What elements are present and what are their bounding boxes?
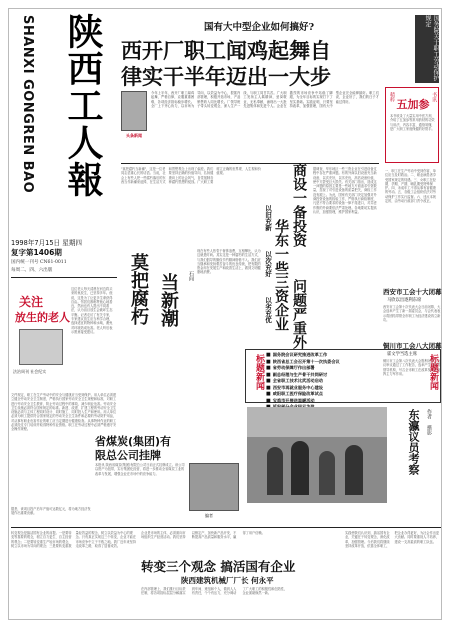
summary-item-2[interactable]: ■ 陕西省总工会召开第十一次执委会议 [266,359,410,366]
bottom-right-text: 实践使我们认识到，搞活国有企业，关键在于转变观念，深化改革，加强管理。今后我们将继续坚持改革开放，依靠全体职工，把企业办得更好，为社会作出更大贡献。同时要重视人才培养，建设一支高素质的职工队伍。 [345,531,440,548]
summary-item-8[interactable]: ■ 宝鸡市开展送温暖活动 [266,398,410,405]
masthead-date: 1998年7月15日 星期四 [11,239,83,247]
policy-body: 据调查，华东地区一些三资企业在引进设备过程中存在严重问题。有的外商以旧设备充当新设备，以次充好，以劣充优，高估设备价值，使中方蒙受巨大损失。有关部门指出，造成这一问题的原因主要是一些地方片面追求引资数量，忽视了对引进设备的质量把关，商检工作没有跟上。为此，国家有关部门决定加强对外商投资设备的检验工作，严格执行商检制度，凡是不符合要求的设备一律不得进口，对弄虚作假的外商要依法严肃处理。各地要切实提高认识，加强管理，维护国家利益。 [313,167,377,214]
summary-item-6[interactable]: ■ 西安市再就业服务中心建设 [266,385,410,392]
left-feature-caption: 法治周刊 社会纪实 [13,369,47,374]
center-headline-2: 莫把腐朽 [128,253,149,325]
right-news-1-body: 西安市工会第十次代表大会日前闭幕，大会选举产生了新一届委员会，与会代表表示将团结带领全市职工为经济建设再立新功。 [383,305,441,322]
bottom-left-text: 转变观念是搞活国有企业的前提。一是要转变等靠要的观念，树立自力更生、自主经营的观念；二是要转变重生产轻市场的观念，树立以市场为导向的观念；三是要转变重数量轻效益的观念，树立以效益为中心的观念。只有真正实现这三个转变，企业才能在市场竞争中立于不败之地。我厂近年来坚持走改革之路，取得了显著成效。 [11,531,137,548]
right-panel [383,11,441,279]
masthead-issue: 复字第1406期 [11,248,62,257]
bottom-center-text-2: 在内部管理上，我们推行目标责任制，将各项指标层层分解落实到车间、班组和个人，做到人人有责任，个个有压力，充分调动了广大职工的积极性和创造性，企业面貌焕然一新。 [141,587,288,596]
company-headline-1: 省煤炭(集团)有 [95,435,172,448]
company-photo [189,463,239,511]
policy-deck-2: 以次充好 [264,251,272,277]
policy-deck-1: 以旧充新 [264,205,272,231]
right-panel-text-1: 一、职工在生产劳动中受到伤害，单位应当及时救治。二、职业病患者享受国家规定的待遇。三、女职工在经期、孕期、产期、哺乳期受特殊保护。四、未成年工不得从事有害健康的劳动。五、各级工会组织依法对劳动保护工作实行监督。六、违反本规定的，由劳动行政部门责令改正。 [385,169,436,204]
policy-col-3: 问题严重外 [291,279,307,349]
lead-rule [121,163,379,164]
bottom-byline: 陕西建筑机械厂厂长 何永平 [181,576,274,585]
masthead-edition: 每周二、四、六出版 [11,268,53,273]
summary-right-label: 标题新闻 [428,354,438,390]
company-tag: 编者 [205,513,213,518]
masthead-rule [11,277,117,278]
policy-deck-3: 以劣充优 [264,297,272,323]
bottom-center-text: 企业是市场的主体，必须面向市场组织生产经营活动。我们坚持以销定产，加快新产品开发，不断提高产品质量和服务水平，赢得了用户信赖。 [141,531,265,540]
right-news-2-body: 铜川市工会第八次代表大会胜利闭幕，会议审议通过了工作报告，选举产生了新的领导机构，号召全市职工在改革发展中发挥主力军作用。 [383,359,441,376]
news-photo [247,407,387,503]
box-title: 五加参 [396,98,430,111]
photo-figure-3 [319,451,335,495]
lead-body: 今年上半年，西开厂职工闻鸡起舞，严格自律，克服重重困难，各项经济指标稳步增长。全厂上下齐心协力，以市场为导向，以效益为中心，狠抓内部管理，积极开拓市场，产品销售收入同比增长。厂领导班子带头转变观念，深入生产一线，与职工同甘共苦。广大职工发扬主人翁精神，爱岗敬业，无私奉献，涌现出一大批先进集体和先进个人。企业在激烈的市场竞争中站稳了脚跟，为全年目标的实现打下了坚实基础。实践证明，只要坚持改革，加强管理，国有大中型企业完全能够搞好。职工们说，企业好了，我们的日子才能过得好。 [151,91,379,108]
company-body: 本报讯 陕西省煤炭(集团)有限总公司日前正式挂牌成立。该公司以资产为纽带，实行集团化经营，将进一步推动全省煤炭工业的改革与发展，增强企业在市场中的竞争能力。 [95,463,185,476]
policy-col-2: 华东一些三资企业 [273,219,289,331]
center-top-text: "莫把腐朽当新潮"，这是一位老同志语重心长的话语。当前，社会上有些人把一些腐朽落后的东西当作新潮来追捧，在生活方式和思想观念上出现了偏差。我们要坚持正确的价值导向，弘扬健康向上的社会风气，自觉抵制各种腐朽思想的侵蚀。广大职工要树立正确的世界观、人生观和价值观。 [121,167,261,184]
summary-item-7[interactable]: ■ 咸阳职工医疗保险改革试点 [266,391,410,398]
center-headline-1: 当新潮 [158,273,179,327]
company-headline-2: 限总公司挂牌 [95,449,161,462]
summary-item-5[interactable]: ■ 全省职工技术比武活动启动 [266,378,410,385]
mid-left-text: 据悉，该项目投产后年产值可达数亿元，将为地方经济发展作出重要贡献。 [11,507,91,516]
photo-figure-2 [291,441,309,495]
right-news-1-title: 西安市工会十大闭幕 [383,288,442,296]
lead-headline-2: 律实干半年迈出一大步 [121,65,331,89]
box-side-right: 书讯 [431,92,437,102]
photo-figure-4 [345,445,363,495]
summary-box [245,349,441,403]
summary-item-3[interactable]: ■ 省劳动保障厅作出部署 [266,365,410,372]
bottom-rule [11,527,441,528]
masthead-code: 国内统一刊号 CN61-0011 [11,260,67,265]
left-feature-text: 这位老人每天清晨在河边将买来的鱼放生，已坚持多年。他说，这是为了让更多生命获得自由。邻居们都称赞他心地善良，然而也有人提出不同看法，认为盲目放生会破坏生态平衡。记者走访了有关专家，专家建议放生应当科学合理，选择适宜的物种和水域，避免对环境造成危害。老人听后表示愿意接受建议。 [71,287,113,334]
left-column-text: 文件规定，职工在生产劳动中的安全与健康应当受到保护。用人单位必须建立健全劳动安全卫生制度，严格执行国家劳动安全卫生规程和标准，对职工进行劳动安全卫生教育，防止劳动过程中的事故，减少职业危害。劳动安全卫生设施必须符合国家规定的标准。新建、改建、扩建工程的劳动安全卫生设施必须与主体工程同时设计、同时施工、同时投入生产和使用。用人单位必须为职工提供符合国家规定的劳动安全卫生条件和必要的劳动防护用品，对从事有职业危害作业的职工应当定期进行健康检查。从事特种作业的职工必须经过专门培训并取得特种作业资格。职工在劳动过程中必须严格遵守安全操作规程。 [11,393,117,432]
right-news-2-title: 铜川市工会八大闭幕 [383,342,442,350]
photo-caption-sub: 作者 摄影 [426,409,432,435]
photo-caption-title: 东瀛议员考察 [407,409,420,475]
left-feature-photo [19,329,63,365]
photo-figure-1 [267,447,283,495]
center-headline-sub: 石间 [188,271,194,281]
left-feature [11,281,117,389]
summary-item-1[interactable]: ■ 国务院会议研究推进改革工作 [266,352,410,359]
lead-photo [121,91,147,131]
right-panel-top-label: 国务院关于职工劳动保护规定 [415,15,439,83]
masthead-pinyin: SHANXI GONGREN BAO [20,15,35,194]
left-feature-title-2: 放生的老人 [15,311,70,324]
right-panel-box [385,87,439,163]
right-news-1-sub: 马欣以出逐利东席 [387,298,422,303]
summary-left-label: 标题新闻 [254,354,264,390]
photo-sky [247,407,387,437]
box-text: 本书收录了大量实用中医方剂，介绍了五加参等常用药材的功效与用法，内容丰富，通俗易懂，是广大职工家庭保健的好帮手。 [390,114,435,131]
lead-headline-1: 西开厂职工闻鸡起舞自 [121,39,331,63]
masthead [11,11,119,231]
left-feature-title-1: 关注 [19,295,44,309]
right-news-2-sub: 霍文学当选主席 [387,352,418,357]
newspaper-page [8,8,442,620]
masthead-title: 陕西工人報 [62,13,104,198]
lead-kicker: 国有大中型企业如何搞好? [203,22,315,33]
center-body: 现在有些人热衷于奢侈浪费，互相攀比，认为这就是时尚。其实这是一种腐朽的生活方式，与我们倡导的勤俭节约精神格格不入。我们应当继承和发扬艰苦奋斗的优良传统，把有限的资金用在发展生产和改善生活上，做到文明健康地消费。 [197,249,261,275]
policy-col-1: 商设一备投资 [291,163,307,247]
lead-badge: 头条新闻 [126,133,142,138]
box-side-left: 精粹 [389,92,395,102]
summary-item-4[interactable]: ■ 副总经理与生产骨干共同研讨 [266,372,410,379]
summary-list [266,352,410,402]
bottom-headline: 转变三个观念 搞活国有企业 [141,559,296,574]
